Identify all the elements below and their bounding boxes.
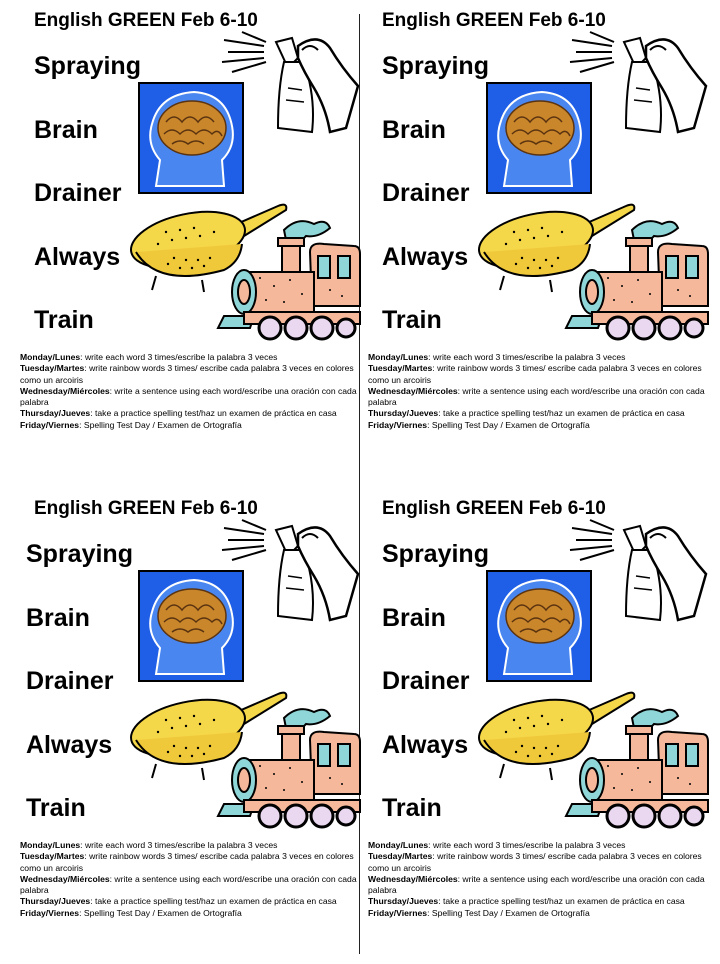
schedule-line-monday: Monday/Lunes: write each word 3 times/escribe la palabra 3 veces	[368, 352, 626, 362]
schedule-line-monday: Monday/Lunes: write each word 3 times/escribe la palabra 3 veces	[20, 840, 278, 850]
weekly-schedule	[20, 840, 366, 919]
schedule-line-thursday: Thursday/Jueves: take a practice spelling test/haz un examen de práctica en casa	[20, 408, 337, 419]
brain-head-icon	[138, 570, 244, 682]
handout-card-bottom-left	[18, 494, 368, 964]
card-title: English GREEN Feb 6-10	[34, 498, 258, 519]
brain-head-icon	[138, 82, 244, 194]
word-train: Train	[34, 306, 94, 334]
schedule-line-wednesday: Wednesday/Miércoles: write a sentence using each word/escribe una oración con cada palabra	[368, 873, 705, 896]
brain-head-icon	[486, 82, 592, 194]
word-spraying: Spraying	[382, 52, 489, 80]
weekly-schedule	[368, 352, 714, 431]
train-engine-icon	[562, 216, 712, 344]
schedule-line-tuesday: Tuesday/Martes: write rainbow words 3 times/ escribe cada palabra 3 veces en colores como un arcoiris	[20, 363, 354, 385]
schedule-line-wednesday: Wednesday/Miércoles: write a sentence using each word/escribe una oración con cada palabra	[368, 385, 705, 408]
weekly-schedule	[20, 352, 366, 431]
weekly-schedule	[368, 840, 714, 919]
handout-card-bottom-right	[366, 494, 716, 964]
schedule-line-friday: Friday/Viernes: Spelling Test Day / Examen de Ortografía	[368, 907, 590, 918]
schedule-line-tuesday: Tuesday/Martes: write rainbow words 3 times/ escribe cada palabra 3 veces en colores como un arcoiris	[368, 851, 702, 873]
schedule-line-thursday: Thursday/Jueves: take a practice spelling test/haz un examen de práctica en casa	[368, 896, 685, 907]
schedule-line-monday: Monday/Lunes: write each word 3 times/escribe la palabra 3 veces	[20, 352, 278, 362]
word-drainer: Drainer	[382, 667, 470, 695]
word-train: Train	[382, 794, 442, 822]
word-brain: Brain	[26, 604, 90, 632]
word-always: Always	[26, 731, 113, 759]
card-title: English GREEN Feb 6-10	[34, 10, 258, 31]
brain-head-icon	[486, 570, 592, 682]
word-spraying: Spraying	[382, 540, 489, 568]
schedule-line-tuesday: Tuesday/Martes: write rainbow words 3 times/ escribe cada palabra 3 veces en colores como un arcoiris	[20, 851, 354, 873]
word-always: Always	[34, 243, 121, 271]
schedule-line-wednesday: Wednesday/Miércoles: write a sentence using each word/escribe una oración con cada palabra	[20, 385, 357, 408]
word-drainer: Drainer	[34, 179, 122, 207]
schedule-line-monday: Monday/Lunes: write each word 3 times/escribe la palabra 3 veces	[368, 840, 626, 850]
schedule-line-friday: Friday/Viernes: Spelling Test Day / Examen de Ortografía	[368, 419, 590, 430]
schedule-line-friday: Friday/Viernes: Spelling Test Day / Examen de Ortografía	[20, 419, 242, 430]
word-brain: Brain	[382, 604, 446, 632]
handout-card-top-right	[366, 6, 716, 476]
card-title: English GREEN Feb 6-10	[382, 498, 606, 519]
word-brain: Brain	[34, 116, 98, 144]
word-drainer: Drainer	[382, 179, 470, 207]
word-always: Always	[382, 243, 469, 271]
word-train: Train	[26, 794, 86, 822]
word-drainer: Drainer	[26, 667, 114, 695]
train-engine-icon	[562, 704, 712, 832]
card-title: English GREEN Feb 6-10	[382, 10, 606, 31]
schedule-line-thursday: Thursday/Jueves: take a practice spelling test/haz un examen de práctica en casa	[368, 408, 685, 419]
schedule-line-thursday: Thursday/Jueves: take a practice spelling test/haz un examen de práctica en casa	[20, 896, 337, 907]
word-train: Train	[382, 306, 442, 334]
word-always: Always	[382, 731, 469, 759]
schedule-line-tuesday: Tuesday/Martes: write rainbow words 3 times/ escribe cada palabra 3 veces en colores como un arcoiris	[368, 363, 702, 385]
schedule-line-wednesday: Wednesday/Miércoles: write a sentence using each word/escribe una oración con cada palabra	[20, 873, 357, 896]
train-engine-icon	[214, 704, 364, 832]
schedule-line-friday: Friday/Viernes: Spelling Test Day / Examen de Ortografía	[20, 907, 242, 918]
word-spraying: Spraying	[26, 540, 133, 568]
train-engine-icon	[214, 216, 364, 344]
handout-card-top-left	[18, 6, 368, 476]
word-brain: Brain	[382, 116, 446, 144]
word-spraying: Spraying	[34, 52, 141, 80]
